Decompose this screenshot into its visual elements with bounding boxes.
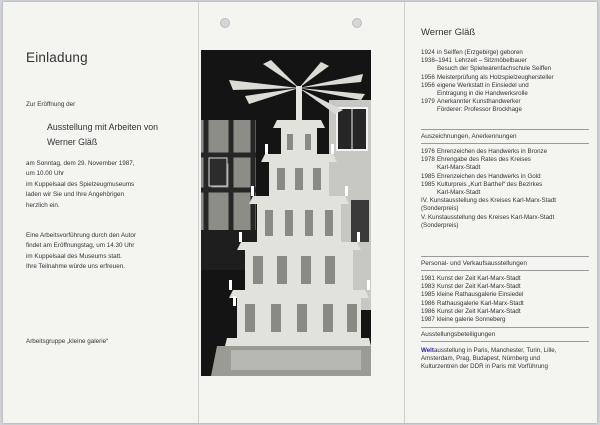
exhibition-text: kleine galerie Sonneberg — [437, 316, 506, 324]
organizer-group: Arbeitsgruppe „kleine galerie“ — [26, 338, 109, 345]
bio-continuation: Besuch der Spielwarenfachschule Seiffen — [437, 65, 552, 73]
punch-hole — [352, 18, 362, 28]
participation-text: ausstellung in Paris, Manchester, Turin, Lille, — [433, 347, 557, 354]
demo-line: Eine Arbeitsvorführung durch den Autor — [26, 232, 136, 239]
participation-list — [421, 347, 593, 372]
punch-hole — [220, 18, 230, 28]
pyramid-photo — [201, 50, 371, 376]
exhibition-year: 1981 — [421, 275, 435, 282]
exhibition-year: 1985 — [421, 291, 435, 299]
exhibitions-list — [421, 275, 593, 324]
bio-text: eigene Werkstatt in Einsiedel und — [437, 81, 529, 89]
section-divider — [421, 143, 589, 144]
invitation-sheet — [3, 2, 597, 423]
participation-line: Amsterdam, Prag, Budapest, Nürnberg und — [421, 355, 541, 363]
award-text: Ehrenzeichen des Handwerks in Gold — [437, 172, 541, 180]
exhibition-text: Kunst der Zeit Karl-Marx-Stadt — [437, 275, 521, 282]
exhibition-item — [421, 283, 593, 291]
award-extra-line: (Sonderpreis) — [421, 205, 459, 213]
bio-year: 1938–1941 — [421, 57, 452, 65]
exhibition-title — [47, 120, 158, 150]
bio-continuation: Eintragung in die Handwerksrolle — [437, 90, 528, 98]
award-item — [421, 148, 593, 156]
intro-text: Zur Eröffnung der — [26, 101, 76, 108]
bio-item — [421, 57, 593, 65]
award-item — [421, 181, 593, 189]
award-year: 1985 — [421, 180, 435, 188]
exhibition-line: Ausstellung mit Arbeiten von — [47, 122, 159, 132]
award-year: 1978 — [421, 156, 435, 164]
detail-line: im Kuppelsaal des Spielzeugmuseums — [26, 180, 135, 188]
bio-year: 1956 — [421, 73, 435, 81]
handwritten-mark: Welt — [421, 347, 434, 354]
bio-text: Anerkannter Kunsthandwerker — [437, 98, 521, 106]
bio-year: 1956 — [421, 81, 435, 89]
detail-line: herzlich ein. — [26, 201, 60, 209]
awards-list — [421, 148, 593, 230]
award-text: Ehrengabe des Rates des Kreises — [437, 156, 531, 164]
detail-line: am Sonntag, dem 29. November 1987, — [26, 160, 135, 167]
section-divider — [421, 256, 589, 257]
artist-name-heading: Werner Gläß — [421, 27, 476, 38]
section-divider — [421, 270, 589, 271]
artist-name: Werner Gläß — [47, 137, 98, 147]
demo-line: im Kuppelsaal des Museums statt. — [26, 252, 122, 260]
award-item — [421, 173, 593, 181]
exhibition-year: 1987 — [421, 316, 435, 324]
exhibition-year: 1986 — [421, 299, 435, 307]
demo-line: Ihre Teilnahme würde uns erfreuen. — [26, 263, 125, 271]
award-text: Ehrenzeichen des Handwerks in Bronze — [437, 148, 548, 155]
bio-item — [421, 98, 593, 106]
demo-details — [26, 231, 136, 273]
fold-line-right — [404, 2, 405, 423]
exhibition-year: 1983 — [421, 283, 435, 291]
award-continuation: Karl-Marx-Stadt — [437, 164, 481, 172]
exhibition-item — [421, 308, 593, 316]
award-extra-line: V. Kunstausstellung des Kreises Karl-Marx-Stadt — [421, 213, 555, 221]
exhibition-text: Kunst der Zeit Karl-Marx-Stadt — [437, 283, 521, 291]
award-extra-line: (Sonderpreis) — [421, 221, 459, 229]
exhibition-text: kleine Rathausgalerie Einsiedel — [437, 291, 524, 299]
bio-text: in Seiffen (Erzgebirge) geboren — [437, 49, 523, 56]
biography-list — [421, 49, 593, 115]
award-item — [421, 156, 593, 164]
demo-line: findet am Eröffnungstag, um 14.30 Uhr — [26, 242, 135, 250]
bio-continuation: Förderer: Professor Brockhage — [437, 106, 522, 114]
section-divider — [421, 327, 589, 328]
exhibition-item — [421, 275, 593, 283]
participation-line — [421, 347, 593, 355]
bio-item — [421, 82, 593, 90]
participation-line: Kulturzentren der DDR in Paris mit Vorführung — [421, 363, 548, 371]
award-year: 1976 — [421, 148, 435, 155]
bio-year: 1924 — [421, 49, 435, 56]
section-divider — [421, 129, 589, 130]
award-extra-line: IV. Kunstausstellung des Kreises Karl-Marx-Stadt — [421, 197, 556, 205]
exhibition-item — [421, 291, 593, 299]
exhibition-text: Rathausgalerie Karl-Marx-Stadt — [437, 299, 524, 307]
exhibition-text: Kunst der Zeit Karl-Marx-Stadt — [437, 307, 521, 315]
exhibition-item — [421, 316, 593, 324]
christmas-pyramid-image — [201, 50, 371, 376]
award-continuation: Karl-Marx-Stadt — [437, 189, 481, 197]
detail-line: um 10.00 Uhr — [26, 170, 65, 178]
bio-year: 1979 — [421, 98, 435, 106]
exhibition-year: 1986 — [421, 307, 435, 315]
event-details — [26, 159, 135, 211]
section-divider — [421, 341, 589, 342]
bio-text: Meisterprüfung als Holzspielzeughersteller — [437, 73, 554, 81]
bio-item — [421, 49, 593, 57]
bio-text: Lehrzeit – Sitzmöbelbauer — [455, 57, 527, 65]
exhibition-item — [421, 300, 593, 308]
invitation-title: Einladung — [26, 50, 88, 65]
fold-line-left — [198, 2, 199, 423]
participation-heading: Ausstellungsbeteiligungen — [421, 331, 496, 338]
awards-heading: Auszeichnungen, Anerkennungen — [421, 133, 517, 140]
award-year: 1985 — [421, 172, 435, 180]
award-text: Kulturpreis „Kurt Barthel“ des Bezirkes — [437, 180, 543, 188]
detail-line: laden wir Sie und Ihre Angehörigen — [26, 191, 125, 199]
bio-item — [421, 74, 593, 82]
exhibitions-heading: Personal- und Verkaufsausstellungen — [421, 260, 527, 267]
